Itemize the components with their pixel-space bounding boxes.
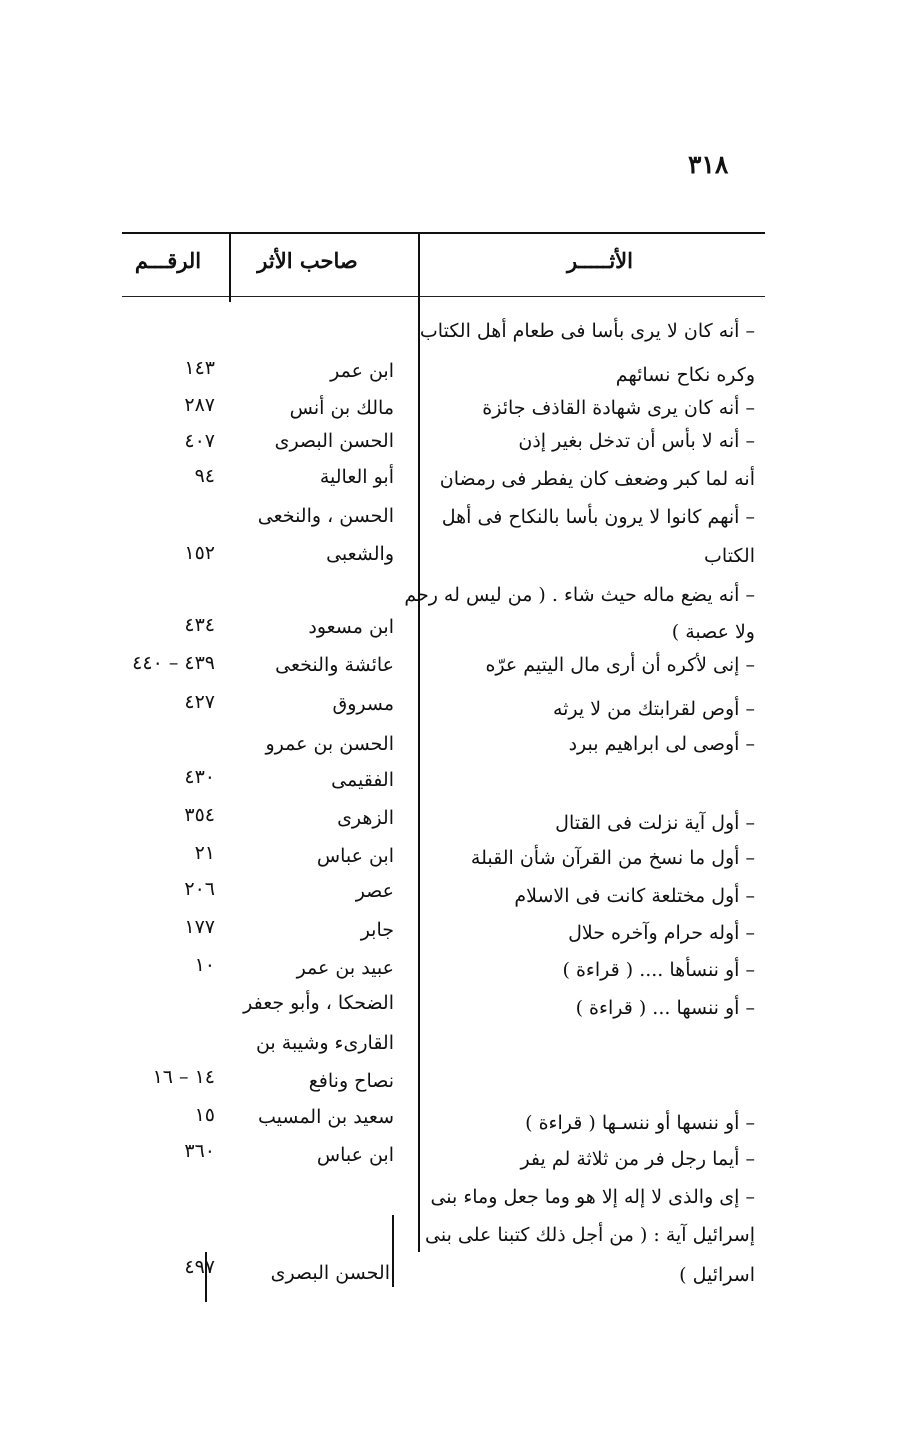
sahib-line: عبيد بن عمر [296,957,394,979]
raqm-line: ٢٨٧ [184,394,215,416]
sahib-line: سعيد بن المسيب [257,1106,394,1128]
raqm-line: ٤٣٩ – ٤٤٠ [132,652,215,674]
athar-line: – إنى لأكره أن أرى مال اليتيم عرّه [485,654,755,676]
sahib-line: الزهرى [337,807,394,829]
athar-line: وكره نكاح نسائهم [615,364,755,386]
raqm-line: ١٤ – ١٦ [152,1066,215,1088]
athar-line: الكتاب [704,545,755,567]
sahib-line: ابن عباس [316,1144,394,1166]
athar-line: – أول مختلعة كانت فى الاسلام [514,885,755,907]
sahib-line: الفقيمى [331,769,394,791]
raqm-line: ٢١ [194,842,215,864]
sahib-line: الحسن بن عمرو [265,733,394,755]
sahib-line: أبو العالية [319,466,394,488]
raqm-line: ٣٥٤ [184,804,215,826]
sahib-line: عائشة والنخعى [275,654,394,676]
sahib-line: ابن عباس [316,845,394,867]
athar-line: – أنه لا بأس أن تدخل بغير إذن [518,430,755,452]
sahib-line: مالك بن أنس [289,397,394,419]
raqm-line: ٩٤ [194,465,215,487]
sahib-line: القارىء وشيبة بن [255,1032,394,1054]
sahib-line: ابن عمر [330,360,394,382]
athar-line: – أول ما نسخ من القرآن شأن القبلة [470,847,755,869]
table-header-rule [122,296,765,297]
sahib-line: الحسن البصرى [274,430,394,452]
athar-line: – أوله حرام وآخره حلال [568,922,755,944]
raqm-line: ٤٣٠ [184,766,215,788]
athar-line: – أيما رجل فر من ثلاثة لم يفر [520,1148,755,1170]
athar-line: – أو ننسها أو ننسـها ( قراءة ) [525,1112,755,1134]
raqm-line: ٣٦٠ [184,1140,215,1162]
sahib-line: ابن مسعود [308,616,394,638]
header-sahib: صاحب الأثر [257,248,358,273]
athar-line: – أو ننسأها .... ( قراءة ) [562,959,755,981]
sahib-line: مسروق [332,693,394,715]
column-divider-header [229,232,231,302]
raqm-line: ١٤٣ [184,357,215,379]
header-athar: الأثـــــر [566,248,633,273]
header-raqm: الرقـــم [134,248,202,273]
sahib-line: عصر [355,880,394,902]
raqm-line: ٤٩٧ [184,1256,215,1278]
athar-line: – أوص لقرابتك من لا يرثه [552,698,755,720]
sahib-line: الحسن ، والنخعى [257,505,394,527]
sahib-line: نصاح ونافع [308,1070,394,1092]
athar-line: ولا عصبة ) [671,621,755,643]
sahib-line: الضحكا ، وأبو جعفر [243,992,394,1014]
athar-line: أنه لما كبر وضعف كان يفطر فى رمضان [439,468,755,490]
raqm-line: ٤٢٧ [184,691,215,713]
raqm-line: ١٠ [194,954,215,976]
athar-line: – أول آية نزلت فى القتال [555,812,755,834]
raqm-line: ٢٠٦ [184,878,215,900]
raqm-line: ١٥ [194,1104,215,1126]
athar-line: إسرائيل آية : ( من أجل ذلك كتبنا على بنى [425,1224,755,1246]
athar-line: – أنه كان يرى شهادة القاذف جائزة [482,397,755,419]
column-divider-fragment [392,1215,394,1287]
sahib-line: والشعبى [326,543,394,565]
sahib-line: جابر [360,919,394,941]
table-top-rule [122,232,765,234]
athar-line: – أنهم كانوا لا يرون بأسا بالنكاح فى أهل [441,506,755,528]
athar-line: – أوصى لى ابراهيم ببرد [568,733,755,755]
athar-line: – أنه كان لا يرى بأسا فى طعام أهل الكتاب [419,320,755,342]
raqm-line: ١٧٧ [184,916,215,938]
athar-line: اسرائيل ) [679,1264,755,1286]
raqm-line: ١٥٢ [184,542,215,564]
athar-line: – أو ننسها ... ( قراءة ) [575,997,755,1019]
sahib-line: الحسن البصرى [270,1262,390,1284]
page-number: ٣١٨ [688,150,729,179]
raqm-line: ٤٠٧ [184,430,215,452]
raqm-line: ٤٣٤ [184,614,215,636]
athar-line: – أنه يضع ماله حيث شاء . ( من ليس له رحم [404,584,755,606]
athar-line: – إى والذى لا إله إلا هو وما جعل وماء بنى [430,1186,755,1208]
